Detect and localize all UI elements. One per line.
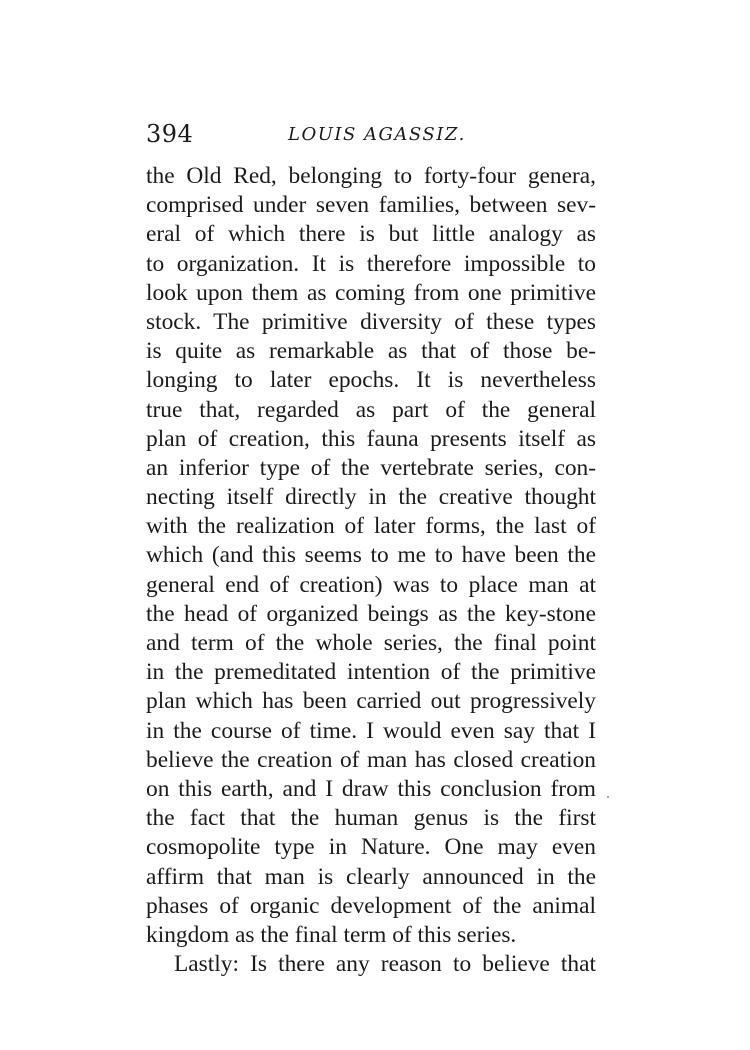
paragraph bbox=[146, 162, 596, 950]
text-line: stock. The primitive diversity of these types bbox=[146, 308, 596, 335]
text-line: to organization. It is therefore impossible to bbox=[146, 250, 596, 277]
text-line: comprised under seven families, between sev- bbox=[146, 192, 596, 219]
page-number: 394 bbox=[146, 120, 194, 148]
text-line: the Old Red, belonging to forty-four genera, bbox=[146, 163, 596, 189]
text-line: in the course of time. I would even say that I bbox=[146, 717, 596, 744]
text-line: the head of organized beings as the key-stone bbox=[146, 600, 596, 627]
running-head bbox=[146, 114, 596, 154]
text-line: look upon them as coming from one primitive bbox=[146, 279, 596, 306]
text-line: phases of organic development of the animal bbox=[146, 892, 596, 919]
text-line: plan of creation, this fauna presents itself as bbox=[146, 425, 596, 452]
text-line: an inferior type of the vertebrate series, con- bbox=[146, 454, 596, 481]
text-line: eral of which there is but little analogy as bbox=[146, 221, 596, 248]
text-line: with the realization of later forms, the last of bbox=[146, 513, 596, 540]
text-line: the fact that the human genus is the first bbox=[146, 805, 596, 832]
running-title: LOUIS AGASSIZ. bbox=[288, 124, 466, 145]
text-line: and term of the whole series, the final point bbox=[146, 630, 596, 656]
text-line: affirm that man is clearly announced in the bbox=[146, 863, 596, 890]
text-line: is quite as remarkable as that of those be- bbox=[146, 338, 596, 365]
text-line: in the premeditated intention of the primitive bbox=[146, 659, 596, 686]
body-text bbox=[146, 162, 596, 979]
text-line: kingdom as the final term of this series. bbox=[146, 921, 517, 948]
text-line: plan which has been carried out progressively bbox=[146, 688, 596, 715]
text-line: believe the creation of man has closed creation bbox=[146, 746, 596, 773]
margin-speck bbox=[607, 796, 609, 798]
text-line: cosmopolite type in Nature. One may even bbox=[146, 834, 596, 861]
text-line: on this earth, and I draw this conclusion from bbox=[146, 775, 596, 802]
text-line: Lastly: Is there any reason to believe that bbox=[174, 951, 596, 978]
text-line: which (and this seems to me to have been the bbox=[146, 542, 596, 569]
text-line: longing to later epochs. It is nevertheless bbox=[146, 367, 596, 394]
text-line: necting itself directly in the creative thought bbox=[146, 484, 596, 511]
text-line: general end of creation) was to place man at bbox=[146, 571, 596, 598]
paragraph bbox=[146, 950, 596, 979]
text-line: true that, regarded as part of the general bbox=[146, 396, 596, 423]
